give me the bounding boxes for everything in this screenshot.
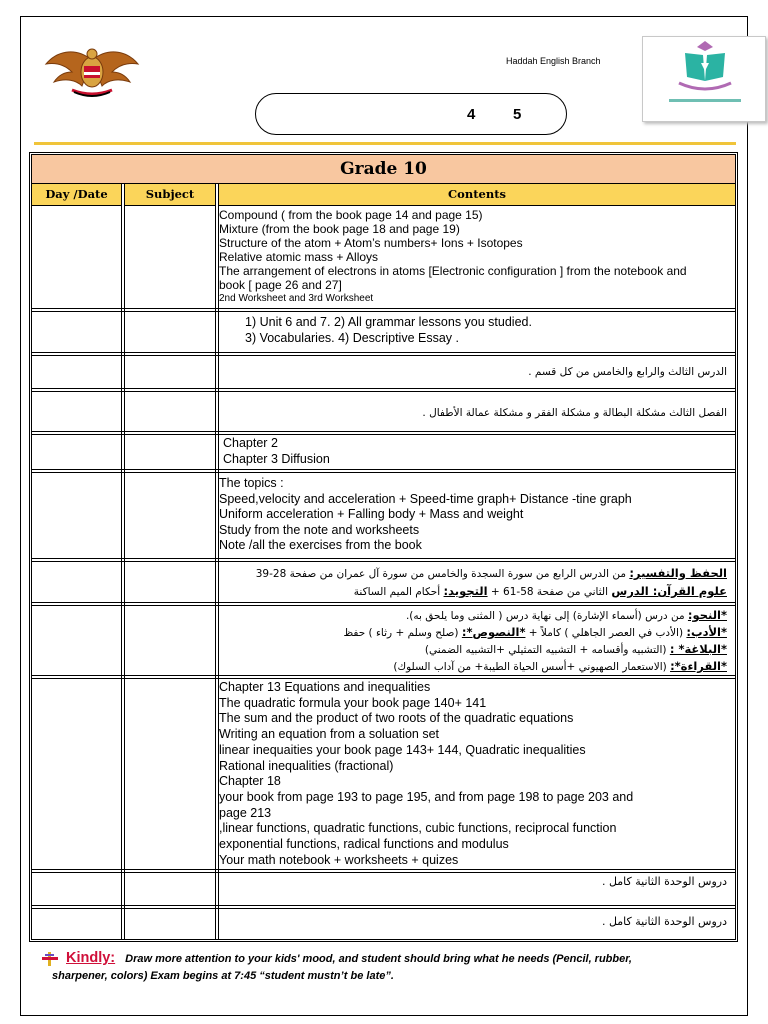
content-line: Chapter 3 Diffusion — [223, 451, 330, 466]
content-line: *البلاغة* : (التشبيه وأقسامه + التشبيه التمثيلي +التشبيه الضمني) — [424, 642, 727, 656]
content-line: Chapter 2 — [223, 436, 278, 450]
content-line: Note /all the exercises from the book — [219, 538, 422, 552]
content-line: Structure of the atom + Atom’s numbers+ Ions + Isotopes — [219, 236, 523, 250]
content-line: الفصل الثالث مشكلة البطالة و مشكلة الفقر و مشكلة عمالة الأطفال . — [422, 407, 727, 419]
content-line: Uniform acceleration + Falling body + Mass and weight — [219, 507, 524, 521]
content-line: book [ page 26 and 27] — [219, 278, 342, 292]
content-line: Your math notebook + worksheets + quizes — [219, 852, 459, 867]
row-divider — [32, 431, 735, 435]
divider-rule — [34, 142, 736, 145]
eagle-emblem-icon — [44, 42, 140, 98]
book-logo-icon — [643, 37, 767, 123]
kindly-label: Kindly: — [66, 950, 116, 966]
content-line: Chapter 18 — [219, 774, 281, 789]
row-4-contents — [219, 406, 733, 420]
content-line: Speed,velocity and acceleration + Speed-time graph+ Distance -tine graph — [219, 491, 632, 506]
content-line: علوم القرآن: الدرس الثاني من صفحة 58-61 + التجويد: أحكام الميم الساكنة — [353, 584, 727, 598]
week-number-pill — [255, 93, 567, 135]
content-line: Rational inequalities (fractional) — [219, 758, 394, 773]
row-1-contents — [219, 208, 733, 306]
content-line: *القراءة*: (الاستعمار الصهيوني +أسس الحياة الطيبة+ من آداب السلوك) — [393, 659, 727, 673]
content-note: 2nd Worksheet and 3rd Worksheet — [219, 293, 374, 304]
row-8-contents — [219, 607, 733, 675]
row-divider — [32, 469, 735, 473]
pill-number-1: 4 — [467, 106, 476, 123]
content-line: دروس الوحدة الثانية كامل . — [601, 915, 727, 928]
branch-name: Haddah English Branch — [506, 56, 601, 66]
row-3-contents — [219, 365, 733, 379]
content-line: Mixture (from the book page 18 and page 19) — [219, 222, 460, 236]
content-line: Compound ( from the book page 14 and page 15) — [219, 208, 483, 222]
content-line: Chapter 13 Equations and inequalities — [219, 680, 431, 694]
content-line: exponential functions, radical functions and modulus — [219, 837, 509, 852]
row-divider — [32, 558, 735, 562]
row-divider — [32, 602, 735, 606]
content-line: الدرس الثالث والرابع والخامس من كل قسم . — [528, 366, 727, 378]
content-line: *الأدب: (الأدب في العصر الجاهلي ) كاملاً + *النصوص*: (صلح وسلم + رثاء ) حفظ — [343, 625, 727, 639]
content-line: دروس الوحدة الثانية كامل . — [601, 875, 727, 888]
content-line: Study from the note and worksheets — [219, 522, 420, 537]
row-divider — [32, 388, 735, 392]
content-line: ,linear functions, quadratic functions, cubic functions, reciprocal function — [219, 821, 617, 836]
pill-number-2: 5 — [513, 106, 522, 123]
row-divider — [32, 308, 735, 312]
content-line: Writing an equation from a soluation set — [219, 727, 440, 742]
grade-title: Grade 10 — [32, 155, 735, 184]
row-5-contents — [219, 436, 733, 467]
content-line: linear inequaities your book page 143+ 144, Quadratic inequalities — [219, 742, 586, 757]
content-line: The topics : — [219, 476, 284, 490]
row-7-contents — [219, 565, 733, 601]
row-2-contents — [219, 315, 733, 346]
row-10-contents — [219, 875, 733, 889]
content-line: The arrangement of electrons in atoms [Electronic configuration ] from the notebook and — [219, 264, 687, 278]
content-line: Relative atomic mass + Alloys — [219, 250, 379, 264]
row-6-contents — [219, 476, 733, 554]
content-line: your book from page 193 to page 195, and from page 198 to page 203 and — [219, 789, 634, 804]
column-header-contents: Contents — [219, 184, 735, 206]
content-line: 1) Unit 6 and 7. 2) All grammar lessons you studied. — [245, 315, 532, 329]
row-divider — [32, 905, 735, 909]
content-line: The quadratic formula your book page 140+ 141 — [219, 695, 487, 710]
content-line: 3) Vocabularies. 4) Descriptive Essay . — [245, 330, 459, 345]
schedule-table — [29, 152, 738, 942]
footer-note — [40, 950, 740, 985]
content-line: page 213 — [219, 805, 272, 820]
content-line: The sum and the product of two roots of the quadratic equations — [219, 711, 574, 726]
footer-line-2: sharpener, colors) Exam begins at 7:45 “student mustn’t be late”. — [52, 970, 394, 982]
column-header-date: Day /Date — [32, 184, 121, 206]
school-logo — [642, 36, 766, 122]
row-11-contents — [219, 915, 733, 929]
row-9-contents — [219, 680, 733, 868]
row-divider — [32, 869, 735, 873]
footer-line-1: Kindly: Draw more attention to your kids' mood, and student should bring what he needs (Pencil, rubber, — [66, 950, 632, 966]
row-divider — [32, 675, 735, 679]
column-header-subject: Subject — [125, 184, 215, 206]
content-line: *النحو: من درس (أسماء الإشارة) إلى نهاية درس ( المثنى وما يلحق به). — [405, 608, 727, 622]
row-divider — [32, 352, 735, 356]
content-line: الحفظ والتفسير: من الدرس الرابع من سورة السجدة والخامس من سورة آل عمران من صفحة 28-39 — [255, 566, 727, 580]
